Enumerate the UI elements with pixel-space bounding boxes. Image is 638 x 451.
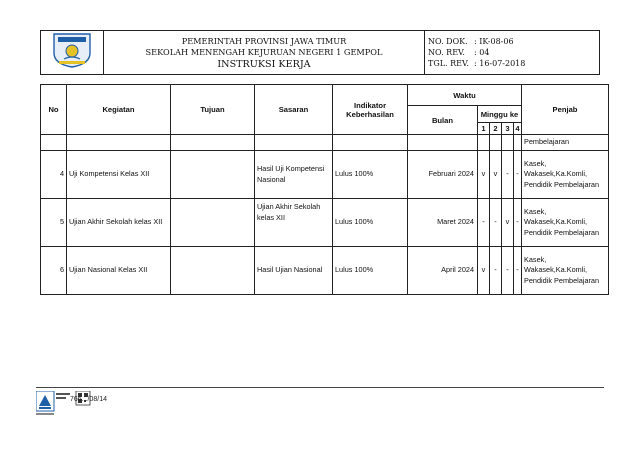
table-row: [41, 199, 609, 247]
header-sasaran: Sasaran: [255, 85, 333, 135]
logo-cell: [41, 31, 104, 75]
header-waktu: Waktu: [408, 85, 522, 106]
row-no: 4: [41, 151, 67, 199]
row-kegiatan: Ujian Nasional Kelas XII: [67, 247, 171, 295]
row-sasaran: Ujian Akhir Sekolah kelas XII: [255, 199, 333, 247]
header-bulan: Bulan: [408, 106, 478, 135]
header-school: SEKOLAH MENENGAH KEJURUAN NEGERI 1 GEMPOL: [145, 46, 383, 57]
row-bulan: Februari 2024: [408, 151, 478, 199]
row-indikator: Lulus 100%: [333, 199, 408, 247]
meta-doc-number: NO. DOK. : IK-08-06: [428, 37, 514, 46]
row-week-1: v: [478, 151, 490, 199]
header-doc-type: INSTRUKSI KERJA: [217, 58, 311, 70]
row-no: 6: [41, 247, 67, 295]
header-meta-block: [425, 31, 600, 75]
row-penjab: Kasek, Wakasek,Ka.Komli, Pendidik Pembelajaran: [522, 199, 609, 247]
header-penjab: Penjab: [522, 85, 609, 135]
row-week-3: -: [502, 247, 514, 295]
row-tujuan: [171, 199, 255, 247]
row-tujuan: [171, 247, 255, 295]
footer-divider: [36, 387, 604, 388]
row-kegiatan: Ujian Akhir Sekolah kelas XII: [67, 199, 171, 247]
table-row: [41, 151, 609, 199]
row-bulan: Maret 2024: [408, 199, 478, 247]
row-indikator: Lulus 100%: [333, 247, 408, 295]
row-week-2: -: [490, 247, 502, 295]
activity-table: [40, 84, 609, 295]
header-week-4: 4: [515, 124, 520, 133]
row-week-2: v: [490, 151, 502, 199]
school-logo-icon: [50, 31, 94, 69]
row-week-2: -: [490, 199, 502, 247]
row-indikator: Lulus 100%: [333, 151, 408, 199]
document-header: [40, 30, 600, 75]
row-sasaran: Hasil Ujian Nasional: [255, 247, 333, 295]
row-week-4: -: [514, 247, 522, 295]
header-government: PEMERINTAH PROVINSI JAWA TIMUR: [181, 35, 347, 46]
header-week-3: 3: [502, 123, 514, 135]
header-kegiatan: Kegiatan: [67, 85, 171, 135]
certification-badge-icon: [36, 391, 92, 417]
row-week-3: v: [502, 199, 514, 247]
row-no: 5: [41, 199, 67, 247]
meta-revision: NO. REV. : 04: [428, 48, 490, 57]
row-week-4: -: [514, 199, 522, 247]
row-tujuan: [171, 151, 255, 199]
header-title-block: [104, 31, 425, 75]
row-penjab: Kasek, Wakasek,Ka.Komli, Pendidik Pembelajaran: [522, 151, 609, 199]
header-indikator: Indikator Keberhasilan: [333, 85, 408, 135]
penjab-cell: Pembelajaran: [522, 135, 609, 151]
row-week-1: -: [478, 199, 490, 247]
row-week-3: -: [502, 151, 514, 199]
row-week-1: v: [478, 247, 490, 295]
header-minggu: Minggu ke: [478, 106, 522, 123]
footer-code: 766.../08/14: [70, 396, 107, 403]
row-bulan: April 2024: [408, 247, 478, 295]
header-no: No: [41, 85, 67, 135]
table-row: [41, 247, 609, 295]
header-tujuan: Tujuan: [171, 85, 255, 135]
row-penjab: Kasek, Wakasek,Ka.Komli, Pendidik Pembelajaran: [522, 247, 609, 295]
meta-revision-date: TGL. REV. : 16-07-2018: [428, 59, 526, 68]
table-row-continuation: [41, 135, 609, 151]
header-week-1: 1: [478, 123, 490, 135]
row-week-4: -: [514, 151, 522, 199]
row-sasaran: Hasil Uji Kompetensi Nasional: [255, 151, 333, 199]
row-kegiatan: Uji Kompetensi Kelas XII: [67, 151, 171, 199]
header-week-2: 2: [490, 123, 502, 135]
